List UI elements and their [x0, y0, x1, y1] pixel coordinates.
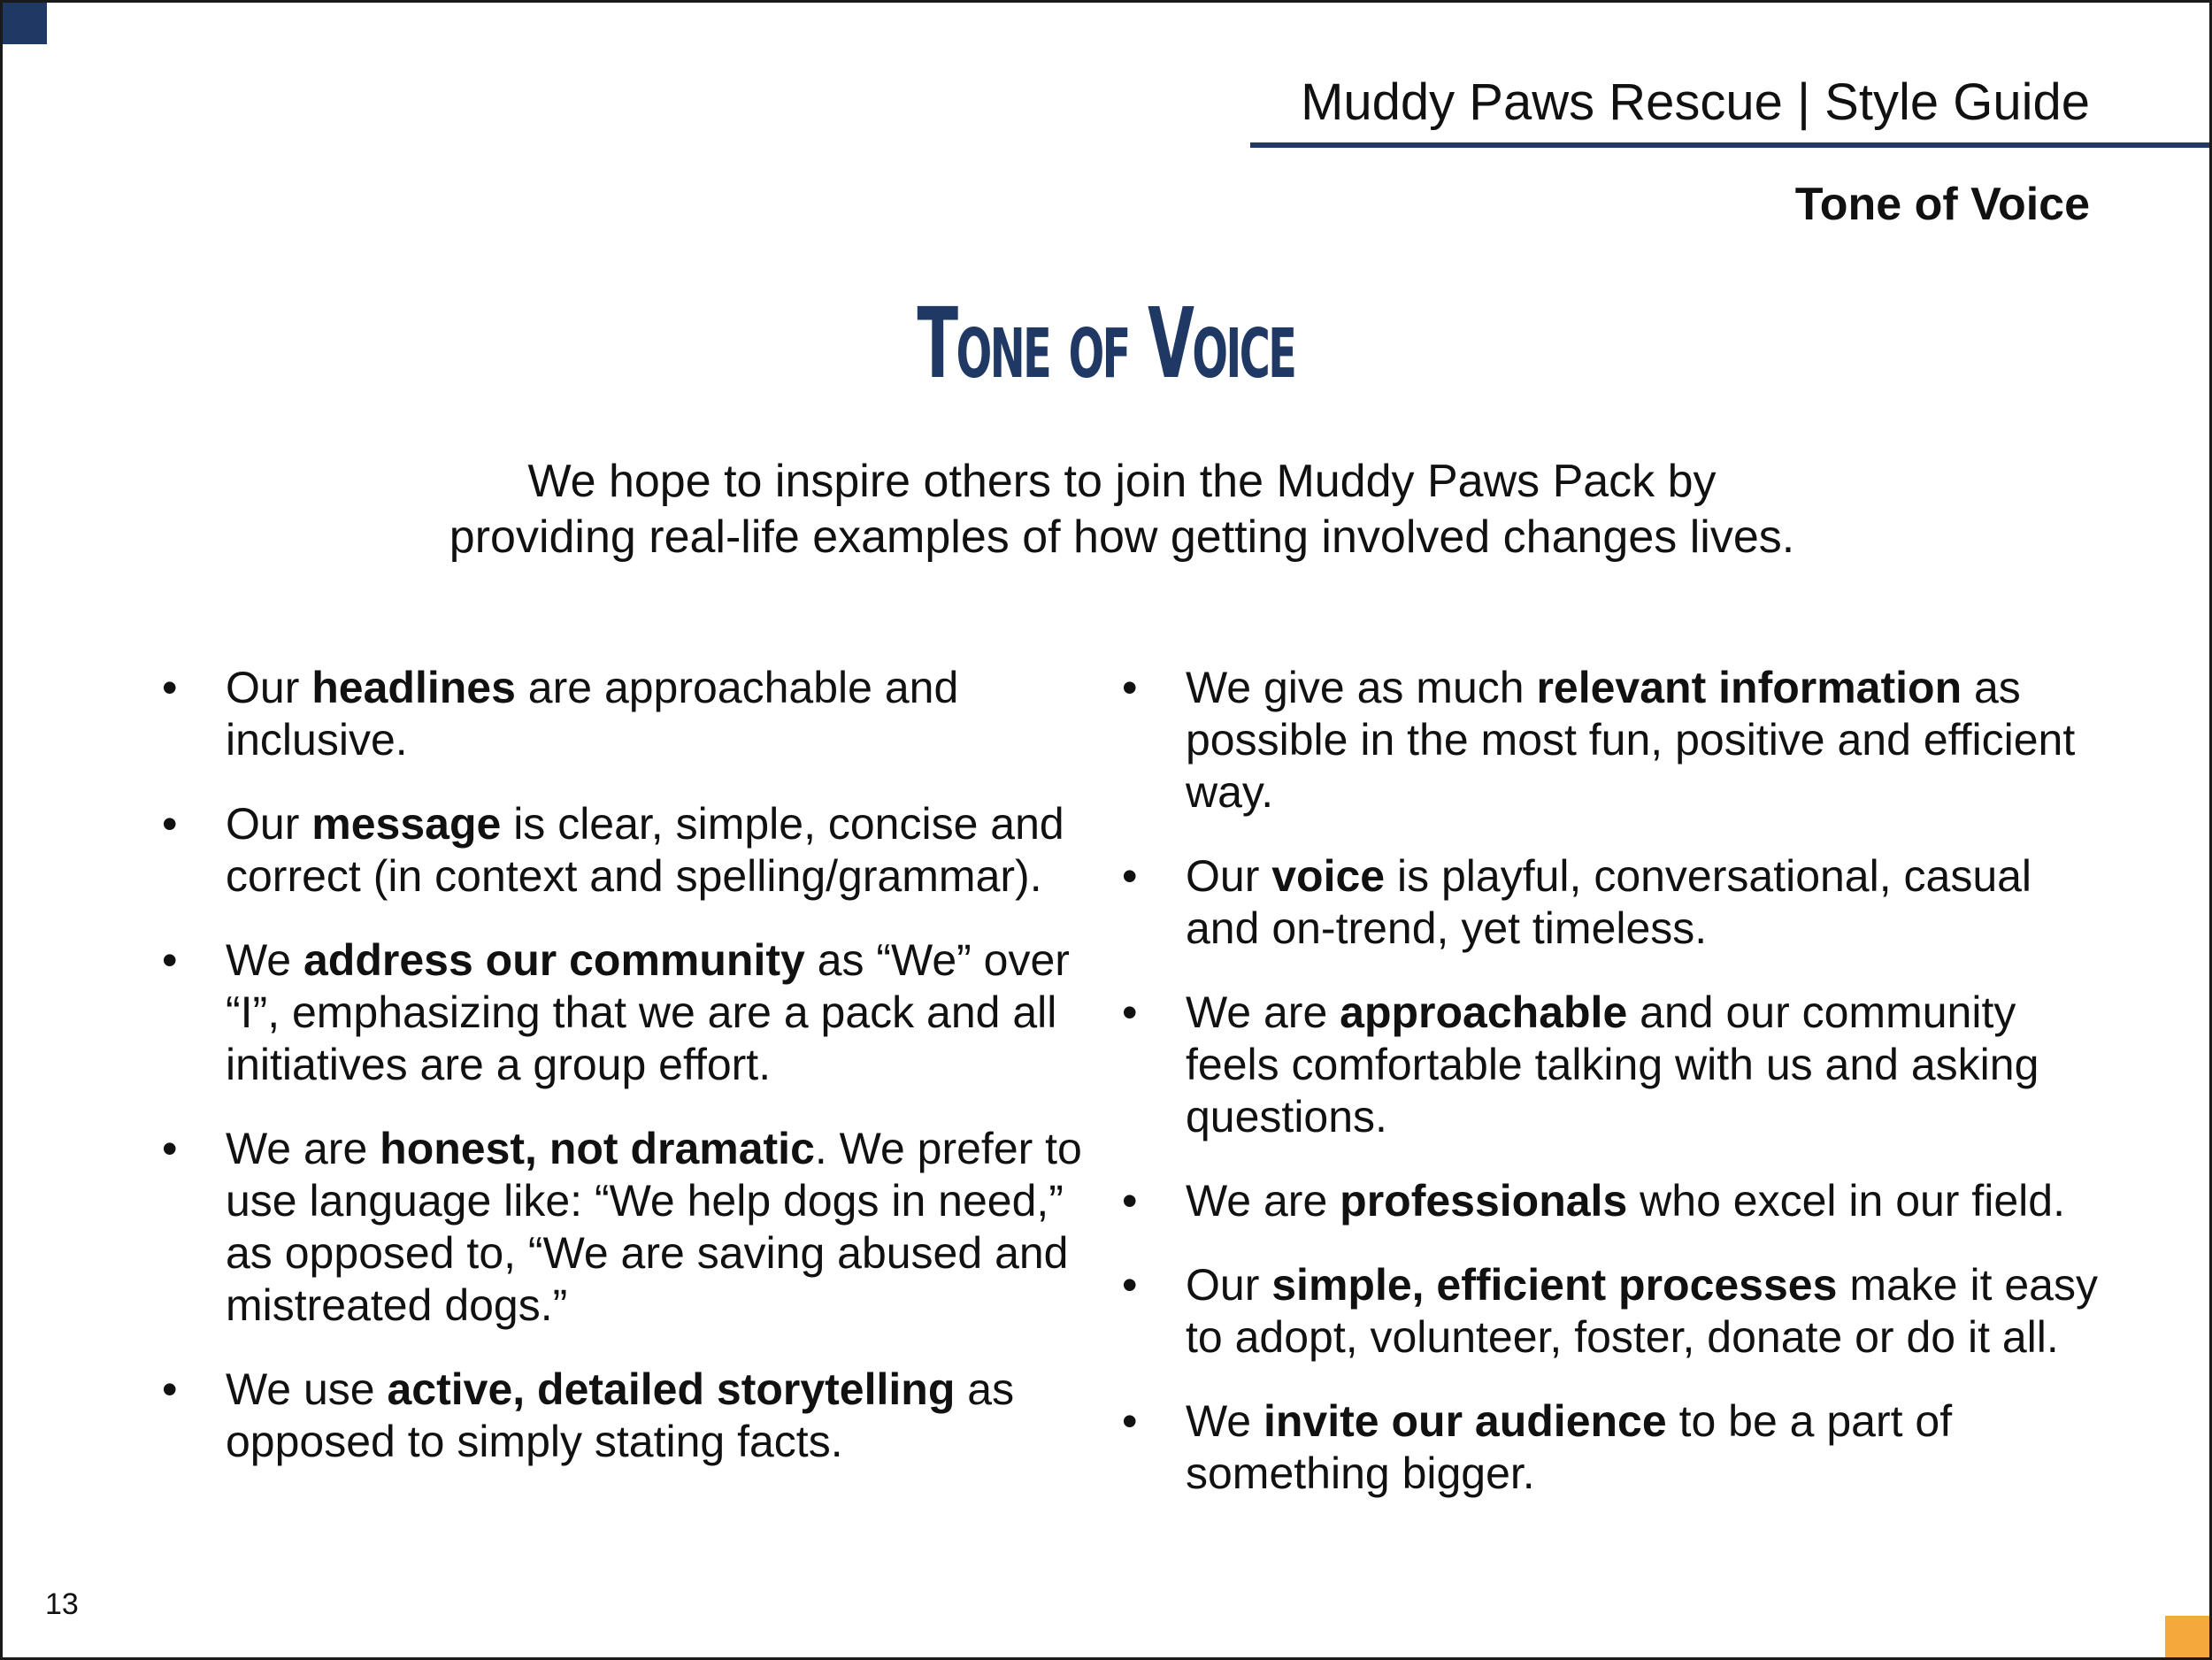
bullet-text-bold: approachable [1340, 988, 1628, 1037]
bullet-text-bold: active, detailed storytelling [387, 1364, 956, 1414]
bullet-icon: • [162, 1124, 178, 1173]
bullet-text-pre: We are [1186, 1176, 1340, 1226]
bullet-text-bold: headlines [311, 663, 516, 712]
bullet-text-bold: simple, efficient processes [1271, 1260, 1838, 1310]
list-item [1122, 662, 2113, 818]
bullet-text-bold: honest, not dramatic [380, 1124, 815, 1173]
list-item [1122, 850, 2113, 955]
page-number: 13 [45, 1587, 79, 1621]
bullet-text-post: as “We” over “I”, emphasizing that we are a pack and all initiatives are a group effort. [226, 935, 1070, 1089]
bullet-text-bold: invite our audience [1263, 1396, 1667, 1446]
corner-accent-bottom-right [2165, 1616, 2209, 1657]
header-title: Muddy Paws Rescue | Style Guide [1301, 73, 2090, 131]
bullet-text-post: to be a part of something bigger. [1186, 1396, 1953, 1498]
bullet-icon: • [1122, 663, 1138, 712]
bullet-text-pre: Our [226, 663, 312, 712]
bullet-text-post: as possible in the most fun, positive and efficient way. [1186, 663, 2076, 817]
page-title: Tone of Voice [917, 287, 1295, 400]
bullet-text-post: make it easy to adopt, volunteer, foster, donate or do it all. [1186, 1260, 2098, 1362]
bullet-icon: • [1122, 851, 1138, 901]
bullet-text-pre: We use [226, 1364, 388, 1414]
bullet-text-pre: Our [226, 799, 312, 849]
bullet-text-bold: address our community [303, 935, 805, 985]
corner-accent-top-left [3, 3, 47, 44]
bullet-text-post: is playful, conversational, casual and on-trend, yet timeless. [1186, 851, 2032, 953]
bullet-icon: • [1122, 1396, 1138, 1446]
left-bullet-list [162, 662, 1100, 1500]
bullet-text-post: as opposed to simply stating facts. [226, 1364, 1015, 1466]
bullet-icon: • [1122, 1176, 1138, 1226]
intro-paragraph [180, 454, 2064, 565]
bullet-text-pre: We [226, 935, 303, 985]
list-item [162, 1364, 1100, 1468]
bullet-icon: • [162, 663, 178, 712]
bullet-icon: • [1122, 988, 1138, 1037]
bullet-text-post: are approachable and inclusive. [226, 663, 959, 765]
list-item [1122, 987, 2113, 1143]
list-item [162, 934, 1100, 1091]
bullet-text-pre: We are [226, 1124, 380, 1173]
bullet-icon: • [162, 935, 178, 985]
bullet-text-bold: relevant information [1536, 663, 1962, 712]
bullet-text-bold: professionals [1340, 1176, 1628, 1226]
bullet-text-post: and our community feels comfortable talking with us and asking questions. [1186, 988, 2039, 1141]
bullet-text-post: is clear, simple, concise and correct (in context and spelling/grammar). [226, 799, 1064, 901]
bullet-text-pre: We [1186, 1396, 1263, 1446]
list-item [1122, 1259, 2113, 1364]
bullet-text-pre: Our [1186, 1260, 1272, 1310]
list-item [162, 798, 1100, 903]
bullet-text-pre: We give as much [1186, 663, 1537, 712]
right-bullet-list [1122, 662, 2113, 1532]
header-rule [1250, 142, 2209, 148]
list-item [162, 662, 1100, 766]
bullet-text-bold: message [311, 799, 502, 849]
list-item [162, 1123, 1100, 1332]
bullet-icon: • [162, 799, 178, 849]
section-label: Tone of Voice [1794, 179, 2090, 230]
bullet-icon: • [1122, 1260, 1138, 1310]
intro-line-2: providing real-life examples of how getting involved changes lives. [449, 511, 1795, 563]
bullet-text-post: . We prefer to use language like: “We help dogs in need,” as opposed to, “We are saving abused and mistreated dogs.” [226, 1124, 1082, 1330]
list-item [1122, 1395, 2113, 1500]
bullet-icon: • [162, 1364, 178, 1414]
bullet-text-pre: We are [1186, 988, 1340, 1037]
bullet-text-post: who excel in our field. [1627, 1176, 2065, 1226]
intro-line-1: We hope to inspire others to join the Muddy Paws Pack by [527, 456, 1717, 507]
bullet-text-pre: Our [1186, 851, 1272, 901]
bullet-text-bold: voice [1271, 851, 1386, 901]
list-item [1122, 1175, 2113, 1227]
